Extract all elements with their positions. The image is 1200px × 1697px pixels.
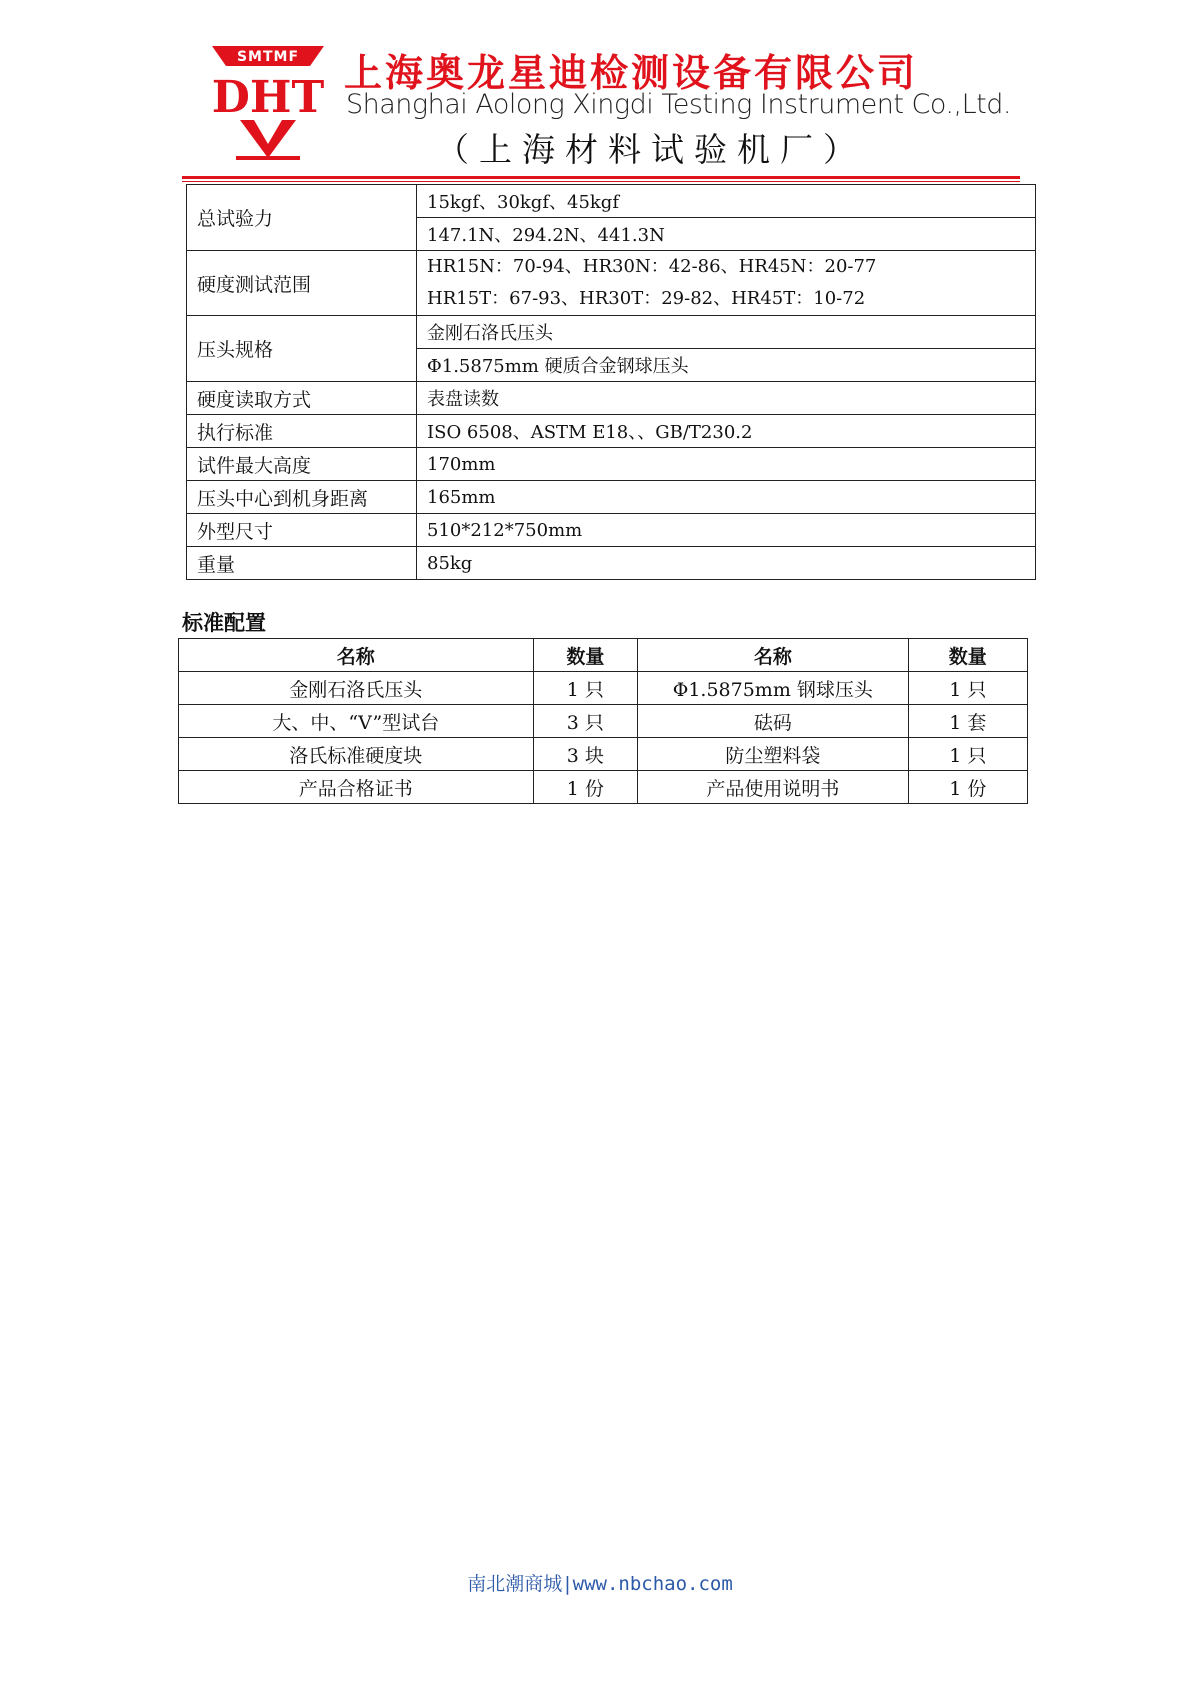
- logo-top-text: SMTMF: [236, 49, 300, 65]
- spec-value: ISO 6508、ASTM E18、、GB/T230.2: [417, 415, 1036, 448]
- spec-label: 压头规格: [187, 316, 417, 382]
- header-rule-thin: [182, 181, 1020, 182]
- config-header-row: [179, 639, 1028, 672]
- config-item-name: 产品使用说明书: [638, 771, 908, 804]
- spec-label: 外型尺寸: [187, 514, 417, 547]
- footer-url-link[interactable]: www.nbchao.com: [572, 1573, 733, 1595]
- spec-row: [187, 547, 1036, 580]
- factory-name: （上海材料试验机厂）: [436, 130, 866, 169]
- spec-label: 压头中心到机身距离: [187, 481, 417, 514]
- config-header-name: 名称: [638, 639, 908, 672]
- spec-value: Φ1.5875mm 硬质合金钢球压头: [417, 349, 1036, 382]
- config-row: [179, 672, 1028, 705]
- spec-label: 硬度测试范围: [187, 251, 417, 316]
- spec-value: 15kgf、30kgf、45kgf: [417, 185, 1036, 218]
- config-item-qty: 1 份: [908, 771, 1027, 804]
- config-row: [179, 738, 1028, 771]
- spec-value: [417, 251, 1036, 316]
- company-logo: [206, 44, 330, 164]
- config-item-name: 洛氏标准硬度块: [179, 738, 534, 771]
- config-item-qty: 1 只: [908, 738, 1027, 771]
- config-header-qty: 数量: [533, 639, 638, 672]
- config-row: [179, 705, 1028, 738]
- config-item-qty: 1 份: [533, 771, 638, 804]
- company-name-cn: 上海奥龙星迪检测设备有限公司: [344, 51, 919, 95]
- config-item-name: 砝码: [638, 705, 908, 738]
- config-row: [179, 771, 1028, 804]
- spec-value-line: HR15N：70-94、HR30N：42-86、HR45N：20-77: [427, 256, 877, 277]
- config-item-name: 大、中、“V”型试台: [179, 705, 534, 738]
- config-item-name: 产品合格证书: [179, 771, 534, 804]
- spec-value-line: HR15T：67-93、HR30T：29-82、HR45T：10-72: [427, 288, 866, 309]
- spec-row: [187, 514, 1036, 547]
- footer: [0, 1569, 1200, 1596]
- config-item-qty: 1 只: [533, 672, 638, 705]
- logo-main-text: DHT: [211, 72, 325, 123]
- config-item-name: 防尘塑料袋: [638, 738, 908, 771]
- config-item-name: Φ1.5875mm 钢球压头: [638, 672, 908, 705]
- spec-value: 170mm: [417, 448, 1036, 481]
- config-item-qty: 3 块: [533, 738, 638, 771]
- config-title: 标准配置: [182, 611, 266, 635]
- spec-label: 重量: [187, 547, 417, 580]
- spec-table: [186, 184, 1036, 580]
- spec-row: [187, 481, 1036, 514]
- spec-label: 总试验力: [187, 185, 417, 251]
- header-rule: [182, 176, 1020, 179]
- spec-value: 147.1N、294.2N、441.3N: [417, 218, 1036, 251]
- spec-row: [187, 415, 1036, 448]
- config-item-qty: 1 只: [908, 672, 1027, 705]
- spec-row: [187, 316, 1036, 349]
- footer-separator: |: [564, 1573, 571, 1595]
- spec-value: 85kg: [417, 547, 1036, 580]
- spec-label: 执行标准: [187, 415, 417, 448]
- spec-row: [187, 251, 1036, 316]
- config-item-qty: 3 只: [533, 705, 638, 738]
- spec-label: 硬度读取方式: [187, 382, 417, 415]
- config-header-name: 名称: [179, 639, 534, 672]
- config-header-qty: 数量: [908, 639, 1027, 672]
- config-item-name: 金刚石洛氏压头: [179, 672, 534, 705]
- footer-site-name[interactable]: 南北潮商城: [467, 1573, 563, 1595]
- config-item-qty: 1 套: [908, 705, 1027, 738]
- company-name-en: Shanghai Aolong Xingdi Testing Instrument Co.,Ltd.: [346, 89, 1011, 120]
- spec-row: [187, 185, 1036, 218]
- spec-row: [187, 448, 1036, 481]
- spec-value: 510*212*750mm: [417, 514, 1036, 547]
- spec-value: 表盘读数: [417, 382, 1036, 415]
- spec-label: 试件最大高度: [187, 448, 417, 481]
- spec-row: [187, 382, 1036, 415]
- config-table: [178, 638, 1028, 804]
- spec-value: 165mm: [417, 481, 1036, 514]
- spec-value: 金刚石洛氏压头: [417, 316, 1036, 349]
